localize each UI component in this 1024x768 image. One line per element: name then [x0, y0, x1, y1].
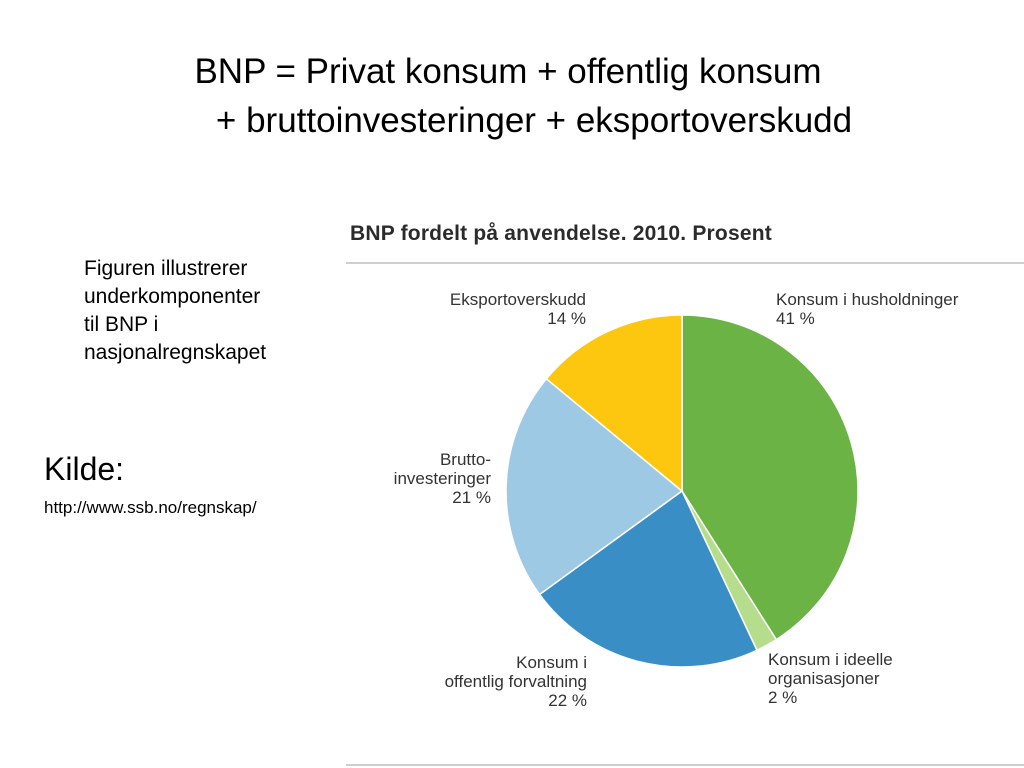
chart-title: BNP fordelt på anvendelse. 2010. Prosent — [350, 222, 772, 245]
slice-value-label: 41 % — [776, 309, 815, 328]
pie-chart — [346, 265, 1024, 755]
slice-value-label: 14 % — [547, 309, 586, 328]
slice-value-label: 21 % — [452, 488, 491, 507]
slice-label — [445, 653, 587, 710]
slide-title-line-2: + bruttoinvesteringer + eksportoverskudd — [215, 101, 853, 140]
slice-name-label: offentlig forvaltning — [444, 672, 587, 691]
slice-name-label: Konsum i ideelle — [768, 650, 893, 669]
slice-name-label: Eksportoverskudd — [449, 290, 586, 309]
slice-label — [776, 290, 959, 328]
slice-name-label: Brutto- — [439, 450, 491, 469]
slice-name-label: investeringer — [393, 469, 491, 488]
slice-name-label: Konsum i — [516, 653, 587, 672]
slice-label — [450, 290, 586, 328]
slice-name-label: Konsum i husholdninger — [776, 290, 959, 309]
source-label: Kilde: — [44, 451, 125, 487]
slice-name-label: organisasjoner — [768, 669, 880, 688]
source-url: http://www.ssb.no/regnskap/ — [44, 498, 257, 517]
slice-label — [768, 650, 893, 707]
chart-top-divider — [346, 262, 1024, 264]
chart-bottom-divider — [346, 764, 1024, 766]
description-text: Figuren illustrerer underkomponenter til BNP i nasjonalregnskapet — [84, 257, 267, 364]
slide-title-line-1: BNP = Privat konsum + offentlig konsum — [194, 52, 822, 91]
slice-value-label: 2 % — [768, 688, 798, 707]
slice-value-label: 22 % — [548, 691, 587, 710]
slice-label — [394, 450, 492, 507]
